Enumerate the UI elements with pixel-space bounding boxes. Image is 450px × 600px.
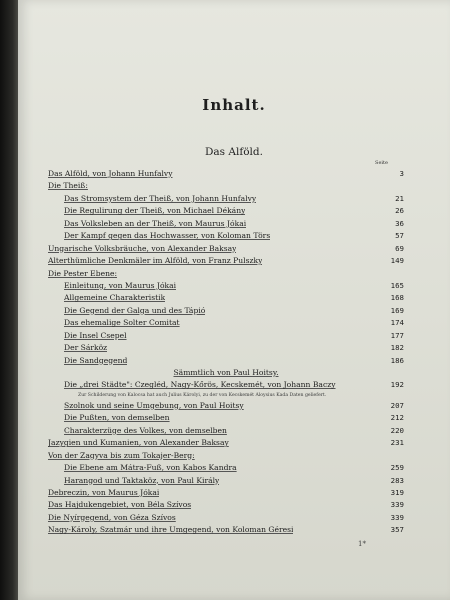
- toc-entry-title: Die Gegend der Galga und des Tápió: [64, 305, 206, 315]
- section-heading: Das Alföld.: [205, 146, 263, 158]
- toc-entry-title: Die Pußten, von demselben: [64, 413, 170, 423]
- toc-entry-title: Die Regulirung der Theiß, von Michael Dékány: [64, 206, 246, 216]
- toc-entry-title: Zur Schilderung von Kalocsa hat auch Julius Károlyi, zu der von Kecskemét Aloysius Kada Daten geliefert.: [78, 392, 327, 398]
- toc-entry: [48, 205, 404, 217]
- toc-entry: [48, 218, 404, 230]
- toc-entry-page-number: 174: [390, 318, 404, 328]
- toc-entry-title: Die Nyírgegend, von Géza Szívos: [48, 512, 176, 522]
- toc-entry: [48, 412, 404, 424]
- toc-entry-title: Der Kampf gegen das Hochwasser, von Koloman Törs: [64, 231, 271, 241]
- toc-entry: [48, 168, 404, 180]
- toc-entry-title: Sämmtlich von Paul Hoitsy.: [173, 368, 279, 377]
- toc-entry: [48, 437, 404, 449]
- toc-entry: [48, 487, 404, 499]
- toc-entry-title: Einleitung, von Maurus Jókai: [64, 280, 177, 290]
- toc-entry-title: Debreczin, von Maurus Jókai: [48, 487, 160, 497]
- toc-entry-title: Die Sandgegend: [64, 355, 128, 365]
- toc-entry-page-number: 339: [390, 500, 404, 510]
- toc-entry: [48, 255, 404, 267]
- toc-entry-page-number: 177: [390, 330, 404, 340]
- toc-entry: [48, 524, 404, 536]
- book-gutter: [0, 0, 18, 600]
- toc-entry-page-number: 57: [395, 231, 404, 241]
- toc-entry-title: Jazygien und Kumanien, von Alexander Baksay: [48, 438, 229, 448]
- toc-entry: [48, 317, 404, 329]
- toc-entry-page-number: 186: [390, 355, 404, 365]
- toc-entry-title: Das Alföld, von Johann Hunfalvy: [48, 169, 173, 178]
- toc-entry: [48, 330, 404, 342]
- toc-entry: [48, 180, 404, 192]
- toc-entry-title: Ungarische Volksbräuche, von Alexander Baksay: [48, 243, 237, 253]
- toc-entry: [48, 462, 404, 474]
- toc-entry-title: Das ehemalige Solter Comitat: [64, 318, 180, 328]
- toc-entry-page-number: 339: [390, 512, 404, 522]
- toc-entry-title: Nagy-Károly, Szatmár und ihre Umgegend, von Koloman Géresi: [48, 525, 294, 535]
- page-title: Inhalt.: [202, 96, 266, 114]
- toc-entry: [48, 392, 404, 400]
- toc-entry: [48, 450, 404, 462]
- toc-entry: [48, 292, 404, 304]
- toc-entry: [48, 305, 404, 317]
- toc-entry-page-number: 168: [390, 293, 404, 303]
- toc-entry-title: Von der Zagyva bis zum Tokajer-Berg:: [48, 450, 195, 460]
- toc-entry-page-number: 259: [390, 463, 404, 473]
- toc-entry-page-number: 319: [390, 487, 404, 497]
- toc-entry-title: Die Theiß:: [48, 181, 88, 191]
- toc-entry: [48, 475, 404, 487]
- toc-entry: [48, 230, 404, 242]
- toc-entry-page-number: 220: [390, 425, 404, 435]
- toc-entry: [48, 193, 404, 205]
- toc-entry-title: Harangod und Taktaköz, von Paul Király: [64, 475, 220, 485]
- toc-entry: [48, 512, 404, 524]
- signature-mark: 1*: [358, 540, 366, 548]
- toc-entry-title: Das Stromsystem der Theiß, von Johann Hunfalvy: [64, 193, 257, 203]
- toc-entry-title: Die Insel Csepel: [64, 330, 127, 340]
- toc-entry-title: Die Pester Ebene:: [48, 268, 118, 278]
- toc-entry-page-number: 36: [395, 218, 404, 228]
- toc-entry-page-number: 149: [390, 256, 404, 266]
- toc-entry-title: Charakterzüge des Volkes, von demselben: [64, 425, 227, 435]
- toc-entry: [48, 342, 404, 354]
- toc-entry-title: Die „drei Städte": Czegléd, Nagy-Kőrös, Kecskemét, von Johann Baczy: [64, 380, 336, 390]
- toc-entry: [48, 367, 404, 379]
- toc-entry-page-number: 231: [390, 438, 404, 448]
- toc-entry-title: Die Ebene am Mátra-Fuß, von Kabos Kandra: [64, 463, 237, 473]
- toc-entry-page-number: 283: [390, 475, 404, 485]
- book-page: [18, 0, 450, 600]
- toc-entry-page-number: 21: [395, 193, 404, 203]
- toc-entry: [48, 355, 404, 367]
- toc-entry: [48, 268, 404, 280]
- toc-entry: [48, 243, 404, 255]
- toc-entry: [48, 400, 404, 412]
- page-column-label: Seite: [375, 160, 388, 166]
- toc-entry-title: Szolnok und seine Umgebung, von Paul Hoitsy: [64, 400, 244, 410]
- toc-entry-page-number: 26: [395, 206, 404, 216]
- toc-entry-page-number: 3: [399, 169, 404, 178]
- toc-entry-page-number: 192: [390, 380, 404, 390]
- toc-entry-page-number: 212: [390, 413, 404, 423]
- toc-entry-page-number: 207: [390, 400, 404, 410]
- toc-entry: [48, 499, 404, 511]
- toc-entry-title: Das Hajdukengebiet, von Béla Szívos: [48, 500, 192, 510]
- toc-entry-page-number: 357: [390, 525, 404, 535]
- toc-entry-title: Alterthümliche Denkmäler im Alföld, von Franz Pulszky: [48, 256, 263, 266]
- table-of-contents: [48, 168, 404, 537]
- toc-entry-title: Der Sárköz: [64, 343, 108, 353]
- toc-entry-title: Das Volksleben an der Theiß, von Maurus Jókai: [64, 218, 247, 228]
- toc-entry-page-number: 69: [395, 243, 404, 253]
- toc-entry-page-number: 182: [390, 343, 404, 353]
- toc-entry: [48, 425, 404, 437]
- toc-entry: [48, 280, 404, 292]
- toc-entry-page-number: 169: [390, 305, 404, 315]
- toc-entry-title: Allgemeine Charakteristik: [64, 293, 166, 303]
- toc-entry: [48, 379, 404, 391]
- toc-entry-page-number: 165: [390, 280, 404, 290]
